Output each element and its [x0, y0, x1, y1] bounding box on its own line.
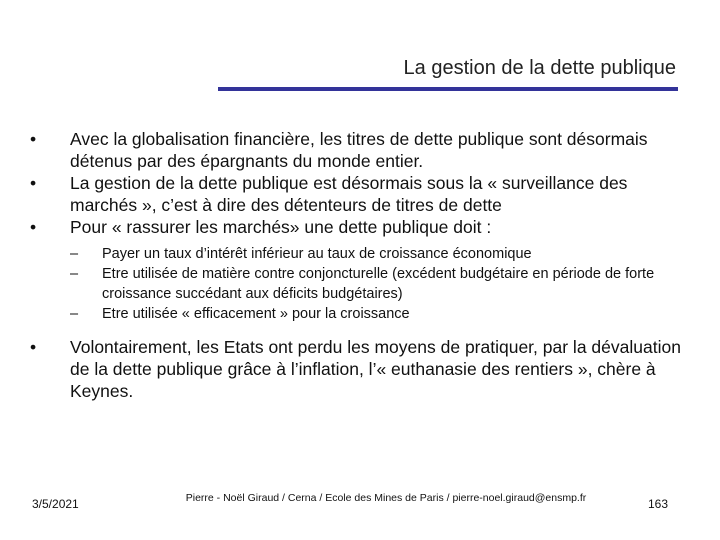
footer-date: 3/5/2021: [32, 497, 79, 511]
slide-content: [30, 128, 690, 402]
bullet-text: Pour « rassurer les marchés» une dette publique doit :: [70, 217, 492, 237]
sub-bullet-item: [30, 244, 690, 264]
sub-bullet-marker: –: [70, 266, 79, 282]
bullet-item: [30, 336, 690, 402]
title-underline: [218, 87, 678, 91]
bullet-text: Avec la globalisation financière, les titres de dette publique sont désormais détenus par des épargnants du monde entier.: [70, 129, 648, 171]
sub-bullet-text: Etre utilisée « efficacement » pour la croissance: [102, 306, 410, 322]
bullet-text: Volontairement, les Etats ont perdu les moyens de pratiquer, par la dévaluation de la dette publique grâce à l’inflation, l’« euthanasie des rentiers », chère à Keynes.: [70, 337, 681, 401]
bullet-item: [30, 216, 690, 238]
sub-bullet-item: [30, 304, 690, 324]
bullet-marker: •: [30, 337, 37, 357]
bullet-item: [30, 172, 690, 216]
bullet-text: La gestion de la dette publique est désormais sous la « surveillance des marchés », c’est à dire des détenteurs de titres de dette: [70, 173, 628, 215]
bullet-item: [30, 128, 690, 172]
sub-bullet-marker: –: [70, 306, 79, 322]
bullet-marker: •: [30, 129, 37, 149]
sub-bullet-item: [30, 264, 690, 304]
sub-bullet-list: [30, 244, 690, 324]
page-number: 163: [648, 497, 669, 511]
slide-title: La gestion de la dette publique: [403, 57, 676, 79]
sub-bullet-marker: –: [70, 246, 79, 262]
sub-bullet-text: Etre utilisée de matière contre conjoncturelle (excédent budgétaire en période de forte croissance succédant aux déficits budgétaires): [102, 266, 655, 302]
footer-credit: Pierre - Noël Giraud / Cerna / Ecole des Mines de Paris / pierre-noel.giraud@ensmp.fr: [185, 492, 587, 504]
bullet-marker: •: [30, 217, 37, 237]
bullet-marker: •: [30, 173, 37, 193]
sub-bullet-text: Payer un taux d’intérêt inférieur au taux de croissance économique: [102, 246, 532, 262]
